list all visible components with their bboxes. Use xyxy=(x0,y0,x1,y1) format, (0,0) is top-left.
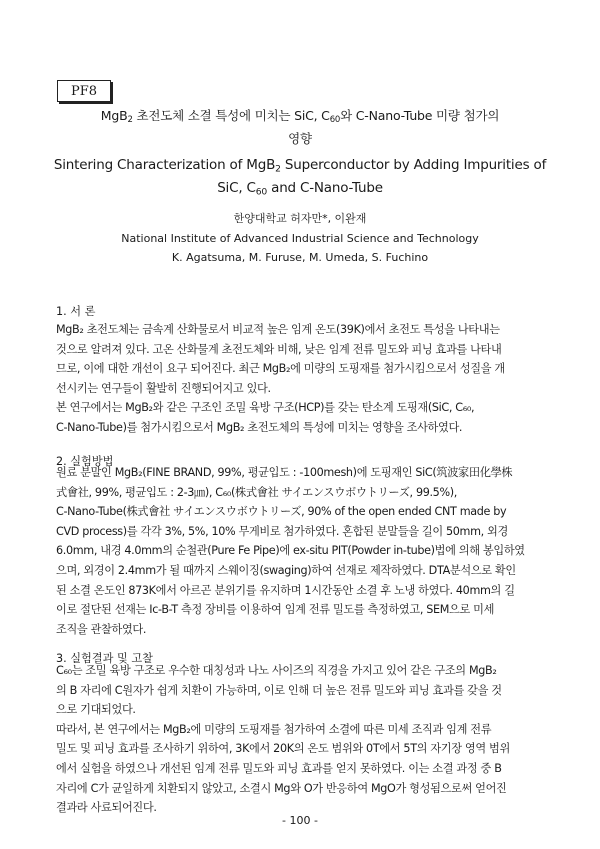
title-block xyxy=(40,104,560,200)
section-body-methods: 원료 분말인 MgB₂(FINE BRAND, 99%, 평균입도 : -100mesh)에 도핑재인 SiC(筑波家田化學株 式會社, 99%, 평균입도 : 2-3㎛), C₆₀(株式會社 サイエンスウボウトリーズ, 99.5%), C-Nano-Tube(株式會社 サイエンスウボウトリーズ, 90% of the open ended CNT made by CVD process)를 각각 3%, 5%, 10% 무게비로 첨가하였다. 혼합된 분말들을 길이 50mm, 외경 6.0mm, 내경 4.0mm의 순철관(Pure Fe Pipe)에 ex-situ PIT(Powder in-tube)법에 의해 봉입하였 으며, 외경이 2.4mm가 될 때까지 스웨이징(swaging)하여 선재로 제작하였다. DTA분석으로 확인 된 소결 온도인 873K에서 아르곤 분위기를 유지하며 1시간동안 소결 후 노냉 하였다. 40mm의 길 이로 절단된 선재는 Ic-B-T 측정 장비를 이용하여 임계 전류 밀도를 측정하였고, SEM으로 미세 조직을 관찰하였다. xyxy=(56,466,525,636)
english-title-part: Sintering Characterization of MgB xyxy=(53,157,276,173)
section-heading-methods: 2. 실험방법 xyxy=(56,455,114,468)
english-title-part: Superconductor by Adding Impurities of xyxy=(280,157,547,173)
english-title-part: and C-Nano-Tube xyxy=(267,180,383,196)
section-body-results: C₆₀는 조밀 육방 구조로 우수한 대칭성과 나노 사이즈의 직경을 가지고 있어 같은 구조의 MgB₂ 의 B 자리에 C원자가 쉽게 치환이 가능하며, 이로 인해 더 높은 전류 밀도와 피닝 효과를 갖을 것 으로 기대되었다. 따라서, 본 연구에서는 MgB₂에 미량의 도핑재를 첨가하여 소결에 따른 미세 조직과 임계 전류 밀도 및 피닝 효과를 조사하기 위하여, 3K에서 20K의 온도 범위와 0T에서 5T의 자기장 영역 범위 에서 실험을 하였으나 개선된 임계 전류 밀도와 피닝 효과를 얻지 못하였다. 이는 소결 과정 중 B 자리에 C가 균일하게 치환되지 않았고, 소결시 Mg와 O가 반응하여 MgO가 형성됨으로써 얻어진 결과라 사료되어진다. xyxy=(56,664,510,815)
paper-id-tag: PF8 xyxy=(57,80,111,102)
author-block xyxy=(40,209,560,268)
korean-title-subscript: 60 xyxy=(329,115,341,126)
korean-title-part: MgB xyxy=(100,108,128,123)
korean-title-part: 와 C-Nano-Tube 미량 첨가의 xyxy=(340,108,500,123)
korean-title-line2: 영향 xyxy=(288,131,312,146)
english-title-subscript: 2 xyxy=(275,163,281,175)
section-body-introduction: MgB₂ 초전도체는 금속계 산화물로서 비교적 높은 임계 온도(39K)에서 초전도 특성을 나타내는 것으로 알려져 있다. 고온 산화물계 초전도체와 비해, 낮은 임계 전류 밀도와 피닝 효과를 나타내 므로, 이에 대한 개선이 요구 되어진다. 최근 MgB₂에 미량의 도핑재를 첨가시킴으로서 성질을 개 선시키는 연구들이 활발히 진행되어지고 있다. 본 연구에서는 MgB₂와 같은 구조인 조밀 육방 구조(HCP)를 갖는 탄소계 도핑재(SiC, C₆₀, C-Nano-Tube)를 첨가시킴으로서 MgB₂ 초전도체의 특성에 미치는 영향을 조사하였다. xyxy=(56,323,505,434)
author-names: K. Agatsuma, M. Furuse, M. Umeda, S. Fuchino xyxy=(171,251,429,264)
english-title-subscript: 60 xyxy=(255,186,268,198)
korean-authors: 한양대학교 허자만*, 이완재 xyxy=(233,212,367,225)
english-title-part: SiC, C xyxy=(217,180,256,196)
institute-name: National Institute of Advanced Industrial Science and Technology xyxy=(121,231,479,245)
english-title xyxy=(40,154,560,200)
section-heading-introduction: 1. 서 론 xyxy=(56,305,96,318)
page-number: - 100 - xyxy=(282,814,318,827)
korean-title xyxy=(40,104,560,150)
korean-title-subscript: 2 xyxy=(127,115,133,126)
korean-title-part: 초전도체 소결 특성에 미치는 SiC, C xyxy=(132,108,330,123)
section-heading-results: 3. 실험결과 및 고찰 xyxy=(56,652,153,665)
